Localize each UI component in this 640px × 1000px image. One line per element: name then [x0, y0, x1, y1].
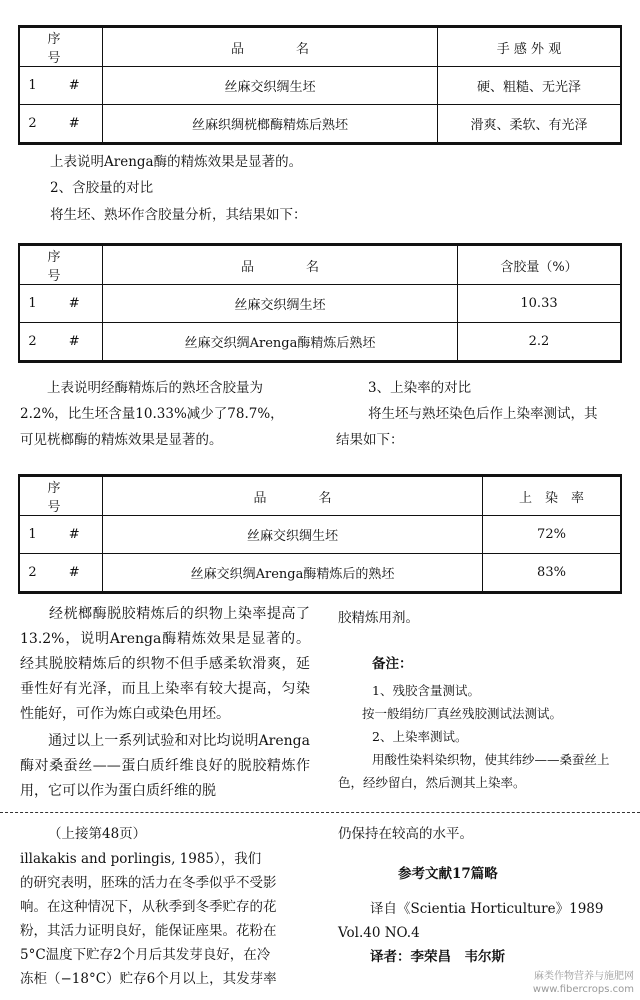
- table-cell: 丝麻交织绸Arenga酶精炼后的熟坯: [103, 554, 483, 593]
- table-dye-uptake: [18, 474, 622, 594]
- volume-info: Vol.40 NO.4: [338, 925, 420, 941]
- table-row: [19, 554, 621, 593]
- paragraph-line: 将生坯与熟坯染色后作上染率测试，其: [368, 406, 598, 422]
- paragraph-line: 仍保持在较高的水平。: [338, 826, 473, 842]
- paragraph: 上表说明Arenga酶的精炼效果是显著的。: [50, 154, 303, 170]
- header-cell: 序 号: [19, 245, 103, 285]
- paragraph-line: 粉，其活力证明良好，能保证座果。花粉在: [20, 923, 277, 939]
- table-hand-feel: [18, 25, 622, 145]
- table-row: [19, 323, 621, 362]
- paragraph-line: 的研究表明，胚珠的活力在冬季似乎不受影: [20, 875, 277, 891]
- watermark-line: 麻类作物营养与施肥网: [534, 971, 634, 982]
- header-cell: 序 号: [19, 476, 103, 516]
- header-cell: 手 感 外 观: [438, 27, 622, 67]
- table-cell: 2 #: [19, 323, 103, 362]
- header-cell: 品 名: [103, 27, 438, 67]
- table-header-row: [19, 245, 621, 285]
- paragraph-line: 响。在这种情况下，从秋季到冬季贮存的花: [20, 899, 277, 915]
- table-row: [19, 105, 621, 144]
- table-row: [19, 67, 621, 105]
- table-gum-content: [18, 243, 622, 363]
- header-cell: 品 名: [103, 476, 483, 516]
- table-cell: 2 #: [19, 554, 103, 593]
- table-cell: 1 #: [19, 67, 103, 105]
- section-heading: 3、上染率的对比: [368, 380, 472, 396]
- table-header-row: [19, 476, 621, 516]
- paragraph: 将生坯、熟坏作含胶量分析，其结果如下：: [50, 207, 307, 223]
- table-cell: 丝麻交织绸生坯: [103, 516, 483, 554]
- section-heading: 2、含胶量的对比: [50, 180, 154, 196]
- watermark: [533, 970, 634, 996]
- table-cell: 丝麻织绸桄榔酶精炼后熟坯: [103, 105, 438, 144]
- source-citation: 译自《Scientia Horticulture》1989: [370, 901, 604, 917]
- table-cell: 丝麻交织绸Arenga酶精炼后熟坯: [103, 323, 458, 362]
- continuation-note: （上接第48页）: [48, 826, 147, 842]
- table-cell: 83%: [483, 554, 622, 593]
- header-cell: 序 号: [19, 27, 103, 67]
- note-line: 按一般绢纺厂真丝残胶测试法测试。: [362, 706, 563, 721]
- table-cell: 2 #: [19, 105, 103, 144]
- header-cell: 含胶量（%）: [458, 245, 622, 285]
- table-cell: 丝麻交织绸生坯: [103, 285, 458, 323]
- header-cell: 上 染 率: [483, 476, 622, 516]
- table-cell: 1 #: [19, 285, 103, 323]
- paragraph-line: 5°C温度下贮存2个月后其发芽良好，在冷: [20, 947, 271, 963]
- table-cell: 2.2: [458, 323, 622, 362]
- paragraph-line: illakakis and porlingis, 1985），我们: [20, 851, 262, 867]
- paragraph: 胶精炼用剂。: [338, 610, 419, 626]
- notes-title: 备注：: [372, 656, 413, 672]
- note-line: 2、上染率测试。: [372, 729, 468, 744]
- translators: 译者：李荣昌 韦尔斯: [370, 949, 505, 965]
- section-divider: [0, 812, 640, 813]
- paragraph-line: 结果如下：: [336, 432, 404, 448]
- paragraph-line: 2.2%，比生坯含量10.33%减少了78.7%，: [20, 406, 284, 422]
- table-cell: 1 #: [19, 516, 103, 554]
- table-row: [19, 516, 621, 554]
- table-cell: 滑爽、柔软、有光泽: [438, 105, 622, 144]
- note-line: 用酸性染料染织物，使其纬纱——桑蚕丝上: [372, 752, 610, 767]
- header-cell: 品 名: [103, 245, 458, 285]
- table-cell: 10.33: [458, 285, 622, 323]
- paragraph: 经桄榔酶脱胶精炼后的织物上染率提高了13.2%，说明Arenga酶精炼效果是显著的。经其脱胶精炼后的织物不但手感柔软滑爽，延垂性好有光泽，而且上染率有较大提高，匀染性能好，可作为炼白或染色用坯。: [20, 606, 310, 722]
- table-row: [19, 285, 621, 323]
- references-title: 参考文献17篇略: [398, 866, 498, 882]
- table-cell: 丝麻交织绸生坯: [103, 67, 438, 105]
- note-line: 色，经纱留白，然后测其上染率。: [338, 775, 526, 790]
- watermark-line: www.fibercrops.com: [532, 984, 634, 995]
- paragraph-line: 冻柜（−18°C）贮存6个月以上，其发芽率: [20, 971, 277, 987]
- table-header-row: [19, 27, 621, 67]
- paragraph-line: 可见桄榔酶的精炼效果是显著的。: [20, 432, 223, 448]
- table-cell: 72%: [483, 516, 622, 554]
- note-line: 1、残胶含量测试。: [372, 683, 480, 698]
- paragraph-line: 上表说明经酶精炼后的熟坯含胶量为: [20, 380, 263, 396]
- table-cell: 硬、粗糙、无光泽: [438, 67, 622, 105]
- paragraph: 通过以上一系列试验和对比均说明Arenga酶对桑蚕丝——蛋白质纤维良好的脱胶精炼作用，它可以作为蛋白质纤维的脱: [20, 733, 310, 799]
